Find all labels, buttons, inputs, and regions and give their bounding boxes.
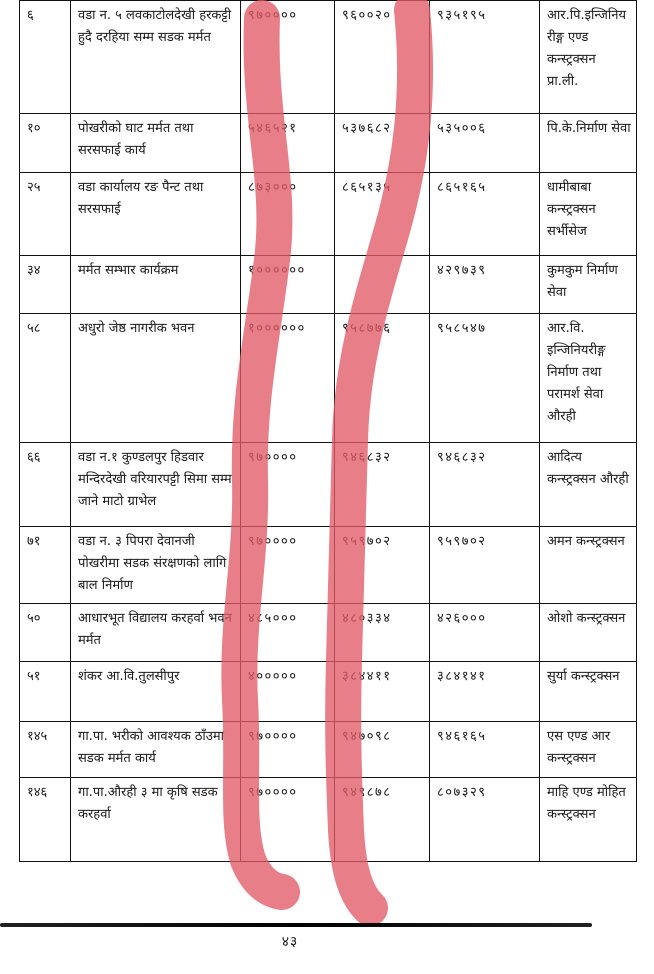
row-id: १० — [20, 114, 71, 173]
table-row — [20, 722, 637, 778]
row-budget: १०००००० — [241, 314, 335, 443]
row-contractor: पि.के.निर्माण सेवा — [540, 114, 637, 173]
row-description: वडा न.१ कुण्डलपुर हिडवार मन्दिरदेखी वरियारपट्टी सिमा सम्म जाने माटो ग्राभेल — [71, 443, 241, 527]
row-cost: ५३७६८२ — [335, 114, 430, 173]
row-description: गा.पा. भरीको आवश्यक ठाँउमा सडक मर्मत कार्य — [71, 722, 241, 778]
table-row — [20, 778, 637, 862]
row-paid: ९५९७०२ — [430, 527, 540, 604]
row-budget: ४००००० — [241, 662, 335, 722]
table-row — [20, 527, 637, 604]
row-paid: ९३५१९५ — [430, 1, 540, 114]
row-paid: ९५८५४७ — [430, 314, 540, 443]
row-description: शंकर आ.वि.तुलसीपुर — [71, 662, 241, 722]
row-cost — [335, 256, 430, 314]
row-cost: ३८४४११ — [335, 662, 430, 722]
row-id: ६६ — [20, 443, 71, 527]
row-paid: ४२९७३९ — [430, 256, 540, 314]
row-paid: ३८४१४१ — [430, 662, 540, 722]
row-cost: ९४६८३२ — [335, 443, 430, 527]
row-paid: ४२६००० — [430, 604, 540, 662]
row-contractor: माहि एण्ड मोहित कन्स्ट्रक्सन — [540, 778, 637, 862]
row-contractor: कुमकुम निर्माण सेवा — [540, 256, 637, 314]
row-cost: ९६००२० — [335, 1, 430, 114]
table-row — [20, 256, 637, 314]
page-number: ४३ — [281, 934, 299, 950]
row-contractor: एस एण्ड आर कन्स्ट्रक्सन — [540, 722, 637, 778]
row-budget: ५४६५२१ — [241, 114, 335, 173]
row-budget: ४८५००० — [241, 604, 335, 662]
row-contractor: अमन कन्स्ट्रक्सन — [540, 527, 637, 604]
row-contractor: आर.वि. इन्जिनियरीङ्ग निर्माण तथा परामर्श सेवा औरही — [540, 314, 637, 443]
row-id: २५ — [20, 173, 71, 256]
table-row — [20, 314, 637, 443]
row-cost: ९५८७७६ — [335, 314, 430, 443]
row-cost: ९५९७०२ — [335, 527, 430, 604]
row-contractor: धामीबाबा कन्स्ट्रक्सन सर्भीसेज — [540, 173, 637, 256]
row-description: मर्मत सम्भार कार्यक्रम — [71, 256, 241, 314]
row-description: गा.पा.औरही ३ मा कृषि सडक करहर्वा — [71, 778, 241, 862]
table-row — [20, 604, 637, 662]
row-description: वडा न. ३ पिपरा देवानजी पोखरीमा सडक संरक्षणको लागि बाल निर्माण — [71, 527, 241, 604]
row-budget: १०००००० — [241, 256, 335, 314]
row-budget: ८७३००० — [241, 173, 335, 256]
row-budget: ९७०००० — [241, 1, 335, 114]
row-id: ६ — [20, 1, 71, 114]
row-cost: ९४७०९८ — [335, 722, 430, 778]
table-row — [20, 173, 637, 256]
row-id: ५८ — [20, 314, 71, 443]
row-paid: ८०७३२९ — [430, 778, 540, 862]
row-id: ७१ — [20, 527, 71, 604]
row-id: ५० — [20, 604, 71, 662]
row-paid: ९४६१६५ — [430, 722, 540, 778]
row-id: ५१ — [20, 662, 71, 722]
row-cost: ८६५१३५ — [335, 173, 430, 256]
row-description: वडा कार्यालय रङ पैन्ट तथा सरसफाई — [71, 173, 241, 256]
row-description: आधारभूत विद्यालय करहर्वा भवन मर्मत — [71, 604, 241, 662]
row-description: वडा न. ५ लवकाटोलदेखी हरकट्टी हुदै दरहिया सम्म सडक मर्मत — [71, 1, 241, 114]
row-budget: ९७०००० — [241, 443, 335, 527]
table-row — [20, 443, 637, 527]
row-description: पोखरीको घाट मर्मत तथा सरसफाई कार्य — [71, 114, 241, 173]
row-budget: ९७०००० — [241, 778, 335, 862]
row-paid: ८६५१६५ — [430, 173, 540, 256]
row-id: १४५ — [20, 722, 71, 778]
row-cost: ९४९८७८ — [335, 778, 430, 862]
table-row — [20, 114, 637, 173]
row-id: १४६ — [20, 778, 71, 862]
row-budget: ९७०००० — [241, 527, 335, 604]
table-row — [20, 1, 637, 114]
row-paid: ९४६८३२ — [430, 443, 540, 527]
footer-divider — [0, 923, 592, 927]
row-paid: ५३५००६ — [430, 114, 540, 173]
row-contractor: आर.पि.इन्जिनियरीङ्ग एण्ड कन्स्ट्रक्सन प्रा.ली. — [540, 1, 637, 114]
row-cost: ४८०३३४ — [335, 604, 430, 662]
row-description: अधुरो जेष्ठ नागरीक भवन — [71, 314, 241, 443]
row-contractor: आदित्य कन्स्ट्रक्सन औरही — [540, 443, 637, 527]
table-row — [20, 662, 637, 722]
row-budget: ९७०००० — [241, 722, 335, 778]
works-table — [19, 0, 637, 862]
row-id: ३४ — [20, 256, 71, 314]
row-contractor: ओशो कन्स्ट्रक्सन — [540, 604, 637, 662]
row-contractor: सुर्या कन्स्ट्रक्सन — [540, 662, 637, 722]
